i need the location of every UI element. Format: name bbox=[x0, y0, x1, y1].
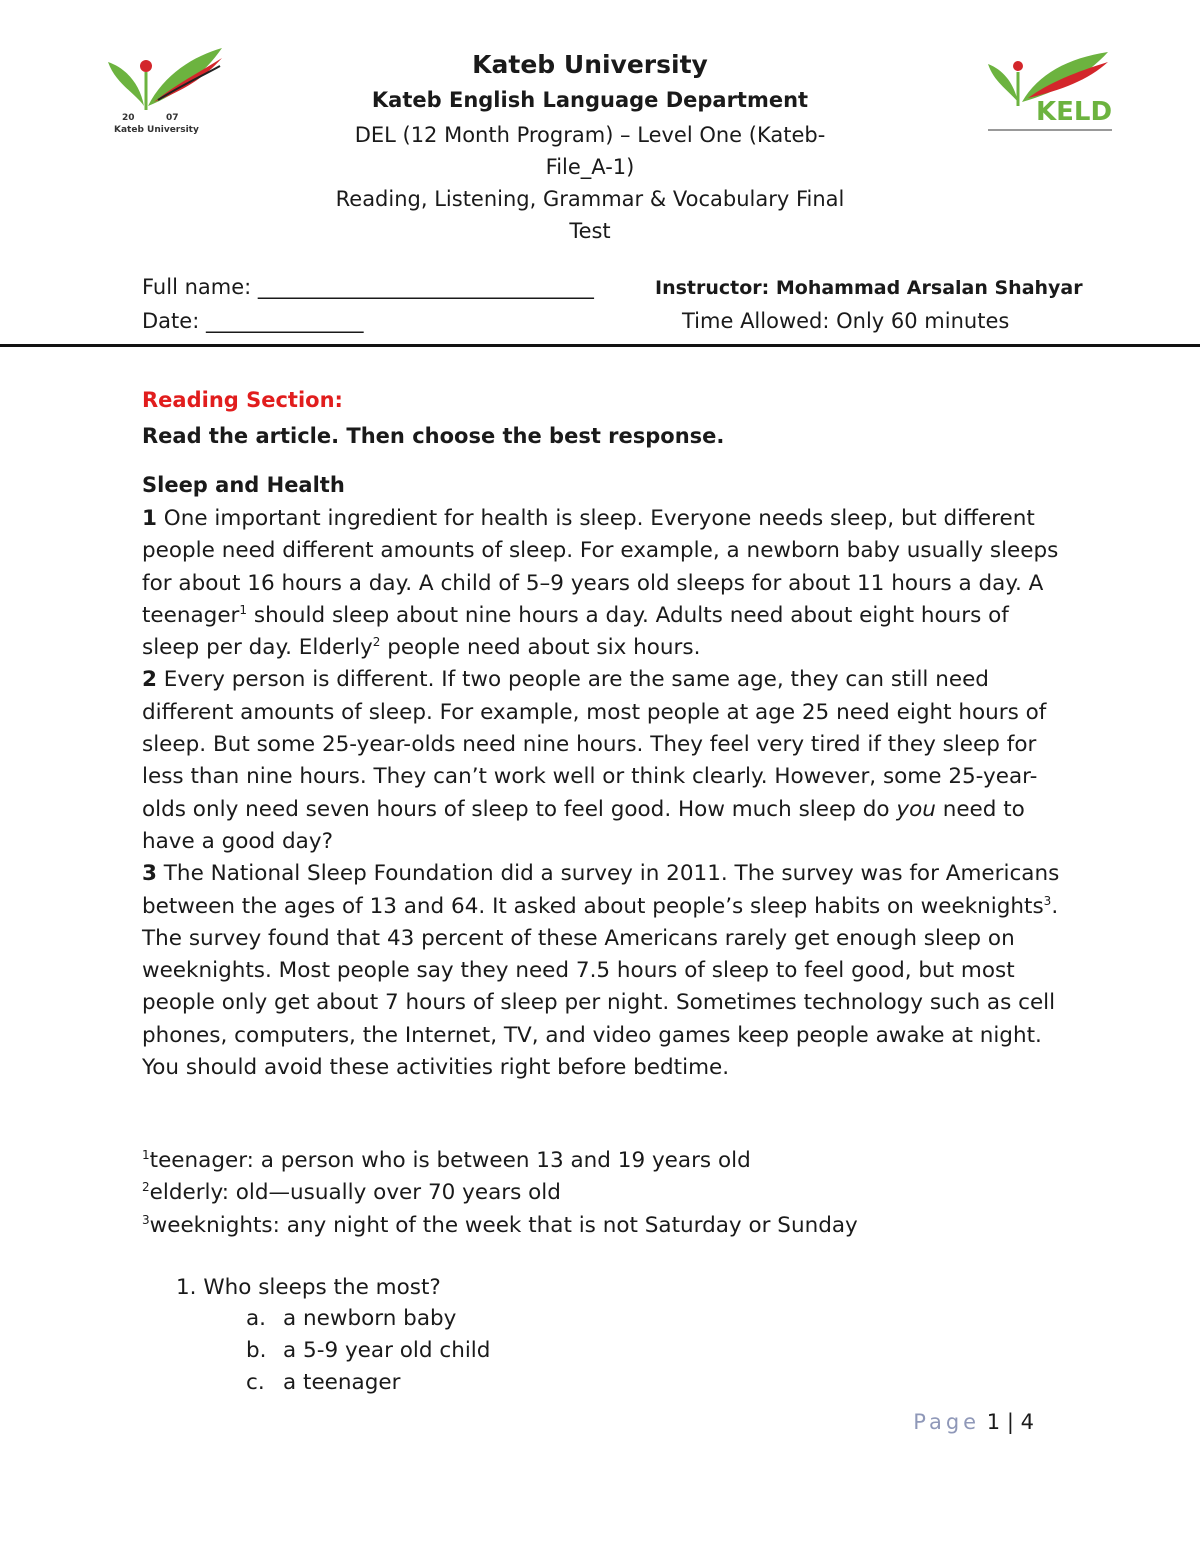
paragraph-2: 2 Every person is different. If two people are the same age, they can still need different amounts of sleep. For example, most people at age 25 need eight hours of sleep. But some 25-year-olds need nine hours. They feel very tired if they sleep for less than nine hours. They can’t work well or think clearly. However, some 25-year-olds only need seven hours of sleep to feel good. How much sleep do you need to have a good day? bbox=[142, 667, 1047, 854]
page-word: Page bbox=[913, 1410, 981, 1434]
footnote-ref: 2 bbox=[372, 635, 381, 650]
paragraph-number: 2 bbox=[142, 667, 157, 693]
university-name: Kateb University bbox=[472, 50, 708, 79]
article-body bbox=[142, 503, 1072, 1084]
kateb-university-logo bbox=[104, 44, 224, 136]
page-number: 1 bbox=[986, 1410, 1001, 1434]
page-separator: | bbox=[1006, 1410, 1014, 1434]
department-name: Kateb English Language Department bbox=[371, 88, 809, 112]
article-title: Sleep and Health bbox=[142, 473, 345, 497]
program-line-2: File_A-1) bbox=[545, 155, 635, 179]
svg-text:KELD: KELD bbox=[1036, 97, 1113, 127]
full-name-field[interactable]: Full name: ________________________________ bbox=[142, 275, 594, 299]
page-footer bbox=[900, 1410, 1034, 1434]
test-title-line-2: Test bbox=[569, 219, 611, 243]
option-b[interactable]: b. a 5-9 year old child bbox=[246, 1338, 491, 1363]
footnote-item: $^1$teenager: a person who is between 13 and 19 years old bbox=[142, 1147, 751, 1173]
question-text: Who sleeps the most? bbox=[203, 1275, 441, 1300]
footnote-item: $^3$weeknights: any night of the week that is not Saturday or Sunday bbox=[142, 1212, 858, 1238]
question-1 bbox=[176, 1275, 441, 1300]
keld-logo bbox=[984, 50, 1116, 136]
footnote-ref: 3 bbox=[1043, 893, 1052, 908]
paragraph-number: 3 bbox=[142, 861, 157, 887]
svg-text:Kateb University: Kateb University bbox=[114, 125, 199, 135]
option-a[interactable]: a. a newborn baby bbox=[246, 1306, 457, 1331]
footnotes bbox=[142, 1145, 858, 1242]
page-total: 4 bbox=[1020, 1410, 1034, 1434]
reading-section-title: Reading Section: bbox=[142, 388, 343, 412]
paragraph-3: 3 The National Sleep Foundation did a survey in 2011. The survey was for Americans between the ages of 13 and 64. It asked about people’s sleep habits on weeknights$^3$. The survey found that 43 percent of these Americans rarely get enough sleep on weeknights. Most people say they need 7.5 hours of sleep to feel good, but most people only get about 7 hours of sleep per night. Sometimes technology such as cell phones, computers, the Internet, TV, and video games keep people awake at night. You should avoid these activities right before bedtime. bbox=[142, 861, 1060, 1081]
paragraph-number: 1 bbox=[142, 506, 157, 531]
test-title-line-1: Reading, Listening, Grammar & Vocabulary Final bbox=[335, 187, 845, 211]
header-divider bbox=[0, 344, 1200, 347]
footnote-item: $^2$elderly: old—usually over 70 years old bbox=[142, 1180, 561, 1206]
option-c[interactable]: c. a teenager bbox=[246, 1370, 401, 1395]
question-number: 1. bbox=[176, 1275, 197, 1300]
footnote-ref: 1 bbox=[239, 602, 248, 617]
date-field[interactable]: Date: _______________ bbox=[142, 309, 364, 333]
svg-text:07: 07 bbox=[166, 113, 179, 123]
time-allowed-label: Time Allowed: Only 60 minutes bbox=[682, 309, 1010, 333]
paragraph-1: 1 One important ingredient for health is sleep. Everyone needs sleep, but different people need different amounts of sleep. For example, a newborn baby usually sleeps for about 16 hours a day. A child of 5–9 years old sleeps for about 11 hours a day. A teenager$^1$ should sleep about nine hours a day. Adults need about eight hours of sleep per day. Elderly$^2$ people need about six hours. bbox=[142, 506, 1059, 661]
program-line-1: DEL (12 Month Program) – Level One (Kateb- bbox=[354, 123, 826, 147]
svg-text:20: 20 bbox=[122, 113, 135, 123]
instructor-label: Instructor: Mohammad Arsalan Shahyar bbox=[655, 277, 1083, 299]
reading-instruction: Read the article. Then choose the best response. bbox=[142, 424, 725, 448]
